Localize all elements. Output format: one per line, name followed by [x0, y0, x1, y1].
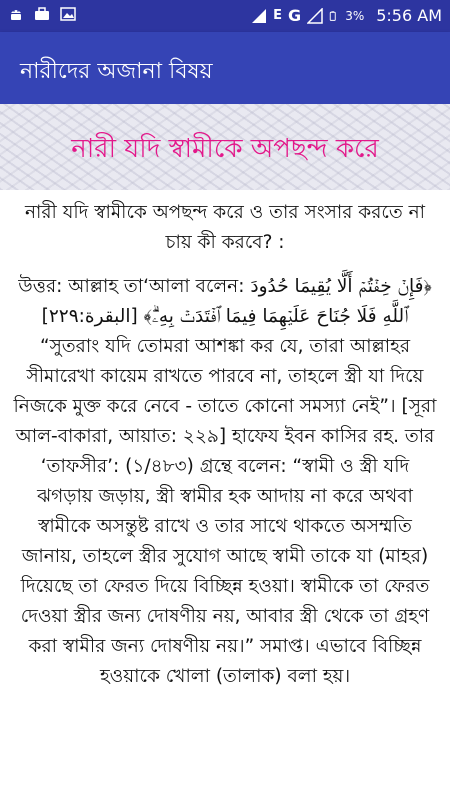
image-icon	[60, 6, 76, 22]
clock: 5:56 AM	[376, 6, 442, 25]
app-bar	[0, 32, 450, 104]
app-title: নারীদের অজানা বিষয়	[20, 59, 213, 84]
network-type-label: E	[273, 8, 283, 23]
network-type-label-2: G	[288, 6, 302, 25]
notification-icons	[8, 6, 76, 22]
battery-percent: 3%	[345, 8, 365, 23]
article-question: নারী যদি স্বামীকে অপছন্দ করে ও তার সংসার করতে না চায় কী করবে? :	[24, 202, 426, 253]
article-title: নারী যদি স্বামীকে অপছন্দ করে	[71, 134, 379, 164]
article-answer	[12, 272, 438, 692]
signal-icon	[251, 8, 267, 24]
system-indicators	[251, 6, 442, 25]
article-banner	[0, 104, 450, 190]
answer-body: “সুতরাং যদি তোমরা আশঙ্কা কর যে, তারা আল্লাহর সীমারেখা কায়েম রাখতে পারবে না, তাহলে স্ত্রী যা দিয়ে নিজকে মুক্ত করে নেবে - তাতে কোনো সমস্যা নেই”। [সূরা আল-বাকারা, আয়াত: ২২৯] হাফেয ইবন কাসির রহ. তার ‘তাফসীর’: (১/৪৮৩) গ্রন্থে বলেন: “স্বামী ও স্ত্রী যদি ঝগড়ায় জড়ায়, স্ত্রী স্বামীর হক আদায় না করে অথবা স্বামীকে অসন্তুষ্ট রাখে ও তার সাথে থাকতে অসম্মতি জানায়, তাহলে স্ত্রীর সুযোগ আছে স্বামী তাকে যা (মাহর) দিয়েছে তা ফেরত দিয়ে বিচ্ছিন্ন হওয়া। স্বামীকে তা ফেরত দেওয়া স্ত্রীর জন্য দোষণীয় নয়, আবার স্ত্রী থেকে তা গ্রহণ করা স্বামীর জন্য দোষণীয় নয়।” সমাপ্ত। এভাবে বিচ্ছিন্ন হওয়াকে খোলা (তালাক) বলা হয়।	[13, 336, 437, 687]
article-content	[12, 198, 438, 692]
status-bar	[0, 0, 450, 32]
android-icon	[8, 6, 24, 22]
arabic-quote: ﴿فَإِنۡ خِفۡتُمۡ أَلَّا يُقِيمَا حُدُودَ ٱللَّهِ فَلَا جُنَاحَ عَلَيۡهِمَا فِيمَا ٱفۡتَدَتۡ بِهِۦۗ﴾ [البقرة:٢٢٩]	[41, 276, 432, 327]
answer-intro: উত্তর: আল্লাহ তা‘আলা বলেন:	[18, 276, 245, 297]
signal-icon	[307, 8, 323, 24]
battery-icon	[329, 8, 339, 24]
briefcase-icon	[34, 6, 50, 22]
